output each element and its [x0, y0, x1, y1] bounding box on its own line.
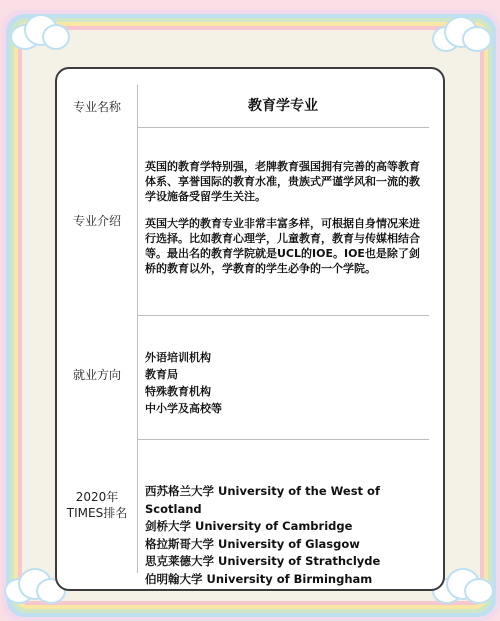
row-divider [137, 315, 429, 316]
column-divider [137, 85, 138, 573]
list-item: 特殊教育机构 [145, 385, 211, 398]
major-title: 教育学专业 [248, 98, 318, 114]
ranking-label-source: TIMES排名 [66, 506, 128, 520]
list-item: 外语培训机构 [145, 351, 211, 364]
intro-paragraph: 英国大学的教育专业非常丰富多样，可根据自身情况来进行选择。比如教育心理学，儿童教育，教育与传媒相结合等。最出名的教育学院就是UCL的IOE。IOE也是除了剑桥的教育以外，学教育的学生必争的一个学院。 [145, 217, 420, 275]
intro-paragraph: 英国的教育学特别强，老牌教育强国拥有完善的高等教育体系、享誉国际的教育水准，贵族式严谨学风和一流的教学设施备受留学生关注。 [145, 160, 420, 203]
list-item: 教育局 [145, 368, 178, 381]
list-item: 中小学及高校等 [145, 402, 222, 415]
major-label: 专业名称 [72, 100, 121, 114]
list-item: 伯明翰大学 University of Birmingham [145, 571, 373, 586]
list-item: 剑桥大学 University of Cambridge [145, 519, 353, 533]
career-list [145, 349, 427, 417]
cloud-top-right-icon [432, 14, 492, 54]
ranking-list [145, 483, 427, 588]
ranking-label [57, 489, 137, 521]
list-item: 格拉斯哥大学 University of Glasgow [145, 536, 360, 551]
list-item: 思克莱德大学 University of Strathclyde [145, 554, 381, 568]
intro-label: 专业介绍 [72, 214, 121, 228]
intro-content [145, 159, 427, 276]
ranking-label-year: 2020年 [75, 490, 119, 504]
career-label: 就业方向 [72, 368, 121, 382]
row-divider [137, 439, 429, 440]
row-divider [137, 127, 429, 128]
info-card [55, 67, 445, 591]
list-item: 西苏格兰大学 University of the West of Scotland [145, 484, 380, 516]
cloud-top-left-icon [10, 12, 70, 52]
